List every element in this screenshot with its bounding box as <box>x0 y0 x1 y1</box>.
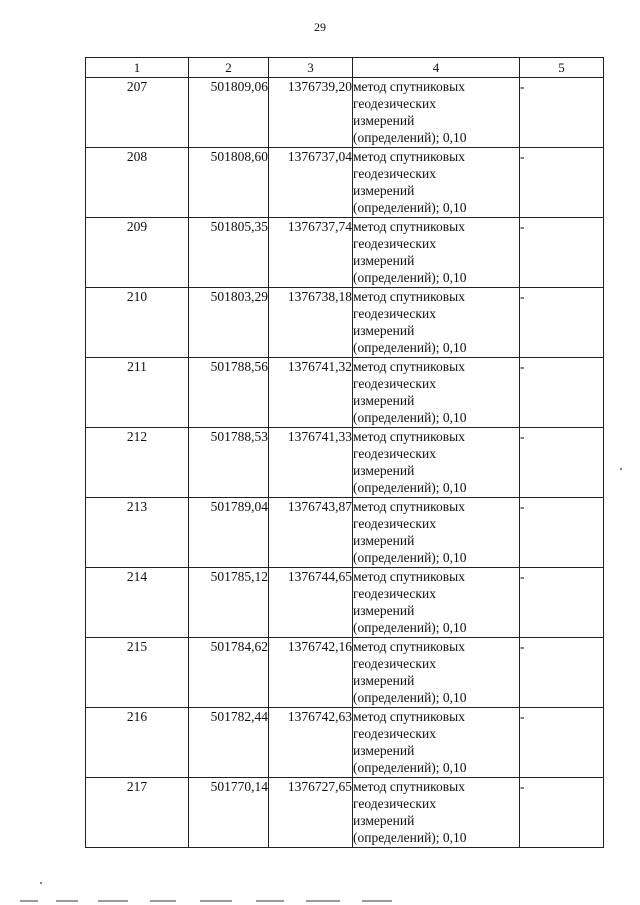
method-text-line: геодезических <box>353 446 436 461</box>
x-coordinate-cell: 501785,12 <box>189 568 269 638</box>
x-coordinate-cell: 501770,14 <box>189 778 269 848</box>
point-number-cell: 208 <box>86 148 189 218</box>
method-text-line: измерений <box>353 533 415 548</box>
header-col-2: 2 <box>189 58 269 78</box>
note-cell: - <box>520 148 604 218</box>
method-text-line: геодезических <box>353 586 436 601</box>
y-coordinate-cell: 1376744,65 <box>269 568 353 638</box>
table-row <box>86 498 604 568</box>
method-text-line: измерений <box>353 673 415 688</box>
y-coordinate-cell: 1376737,04 <box>269 148 353 218</box>
point-number-cell: 213 <box>86 498 189 568</box>
method-text-line: (определений); 0,10 <box>353 480 467 495</box>
method-text-line: метод спутниковых <box>353 499 465 514</box>
x-coordinate-cell: 501789,04 <box>189 498 269 568</box>
method-cell <box>353 288 520 358</box>
method-text-line: (определений); 0,10 <box>353 410 467 425</box>
method-cell <box>353 568 520 638</box>
method-cell <box>353 218 520 288</box>
x-coordinate-cell: 501808,60 <box>189 148 269 218</box>
method-text-line: метод спутниковых <box>353 709 465 724</box>
point-number-cell: 209 <box>86 218 189 288</box>
method-cell <box>353 778 520 848</box>
scan-bottom-edge <box>0 896 640 905</box>
method-cell <box>353 358 520 428</box>
method-text-line: измерений <box>353 813 415 828</box>
point-number-cell: 214 <box>86 568 189 638</box>
method-text-line: (определений); 0,10 <box>353 270 467 285</box>
note-cell: - <box>520 78 604 148</box>
table-row <box>86 288 604 358</box>
method-text-line: измерений <box>353 253 415 268</box>
method-text-line: измерений <box>353 603 415 618</box>
method-text-line: измерений <box>353 113 415 128</box>
page-number: 29 <box>314 20 326 34</box>
table-row <box>86 78 604 148</box>
method-text-line: (определений); 0,10 <box>353 550 467 565</box>
point-number-cell: 207 <box>86 78 189 148</box>
header-col-5: 5 <box>520 58 604 78</box>
x-coordinate-cell: 501788,53 <box>189 428 269 498</box>
y-coordinate-cell: 1376737,74 <box>269 218 353 288</box>
method-text-line: метод спутниковых <box>353 149 465 164</box>
header-col-3: 3 <box>269 58 353 78</box>
table-row <box>86 568 604 638</box>
note-cell: - <box>520 498 604 568</box>
method-text-line: метод спутниковых <box>353 79 465 94</box>
table-row <box>86 358 604 428</box>
note-cell: - <box>520 638 604 708</box>
method-text-line: метод спутниковых <box>353 569 465 584</box>
method-text-line: измерений <box>353 743 415 758</box>
method-text-line: геодезических <box>353 376 436 391</box>
y-coordinate-cell: 1376741,32 <box>269 358 353 428</box>
method-text-line: геодезических <box>353 166 436 181</box>
method-cell <box>353 78 520 148</box>
y-coordinate-cell: 1376739,20 <box>269 78 353 148</box>
method-text-line: измерений <box>353 393 415 408</box>
note-cell: - <box>520 288 604 358</box>
method-text-line: метод спутниковых <box>353 359 465 374</box>
method-text-line: метод спутниковых <box>353 289 465 304</box>
method-text-line: метод спутниковых <box>353 219 465 234</box>
method-text-line: (определений); 0,10 <box>353 620 467 635</box>
x-coordinate-cell: 501782,44 <box>189 708 269 778</box>
method-cell <box>353 708 520 778</box>
method-text-line: (определений); 0,10 <box>353 340 467 355</box>
table-row <box>86 778 604 848</box>
method-text-line: метод спутниковых <box>353 779 465 794</box>
table-row <box>86 638 604 708</box>
method-text-line: измерений <box>353 463 415 478</box>
method-text-line: метод спутниковых <box>353 429 465 444</box>
x-coordinate-cell: 501809,06 <box>189 78 269 148</box>
point-number-cell: 211 <box>86 358 189 428</box>
y-coordinate-cell: 1376743,87 <box>269 498 353 568</box>
method-text-line: геодезических <box>353 726 436 741</box>
point-number-cell: 212 <box>86 428 189 498</box>
table-row <box>86 218 604 288</box>
method-text-line: геодезических <box>353 656 436 671</box>
method-text-line: геодезических <box>353 96 436 111</box>
method-text-line: геодезических <box>353 796 436 811</box>
method-text-line: геодезических <box>353 306 436 321</box>
note-cell: - <box>520 708 604 778</box>
table-row <box>86 428 604 498</box>
x-coordinate-cell: 501803,29 <box>189 288 269 358</box>
note-cell: - <box>520 218 604 288</box>
method-cell <box>353 428 520 498</box>
note-cell: - <box>520 778 604 848</box>
y-coordinate-cell: 1376727,65 <box>269 778 353 848</box>
table-body <box>86 78 604 848</box>
point-number-cell: 215 <box>86 638 189 708</box>
method-text-line: метод спутниковых <box>353 639 465 654</box>
method-text-line: (определений); 0,10 <box>353 690 467 705</box>
method-text-line: геодезических <box>353 236 436 251</box>
x-coordinate-cell: 501805,35 <box>189 218 269 288</box>
scan-speck <box>40 882 42 884</box>
x-coordinate-cell: 501784,62 <box>189 638 269 708</box>
method-text-line: (определений); 0,10 <box>353 830 467 845</box>
header-col-4: 4 <box>353 58 520 78</box>
y-coordinate-cell: 1376742,16 <box>269 638 353 708</box>
method-cell <box>353 148 520 218</box>
method-cell <box>353 498 520 568</box>
note-cell: - <box>520 358 604 428</box>
header-col-1: 1 <box>86 58 189 78</box>
method-text-line: измерений <box>353 323 415 338</box>
table-header-row <box>86 58 604 78</box>
note-cell: - <box>520 568 604 638</box>
note-cell: - <box>520 428 604 498</box>
scan-speck <box>620 468 622 470</box>
y-coordinate-cell: 1376741,33 <box>269 428 353 498</box>
method-text-line: (определений); 0,10 <box>353 200 467 215</box>
point-number-cell: 210 <box>86 288 189 358</box>
y-coordinate-cell: 1376742,63 <box>269 708 353 778</box>
table-row <box>86 708 604 778</box>
coordinates-table <box>85 57 604 848</box>
table-row <box>86 148 604 218</box>
method-text-line: измерений <box>353 183 415 198</box>
method-text-line: (определений); 0,10 <box>353 760 467 775</box>
x-coordinate-cell: 501788,56 <box>189 358 269 428</box>
method-text-line: (определений); 0,10 <box>353 130 467 145</box>
method-text-line: геодезических <box>353 516 436 531</box>
point-number-cell: 216 <box>86 708 189 778</box>
method-cell <box>353 638 520 708</box>
y-coordinate-cell: 1376738,18 <box>269 288 353 358</box>
point-number-cell: 217 <box>86 778 189 848</box>
